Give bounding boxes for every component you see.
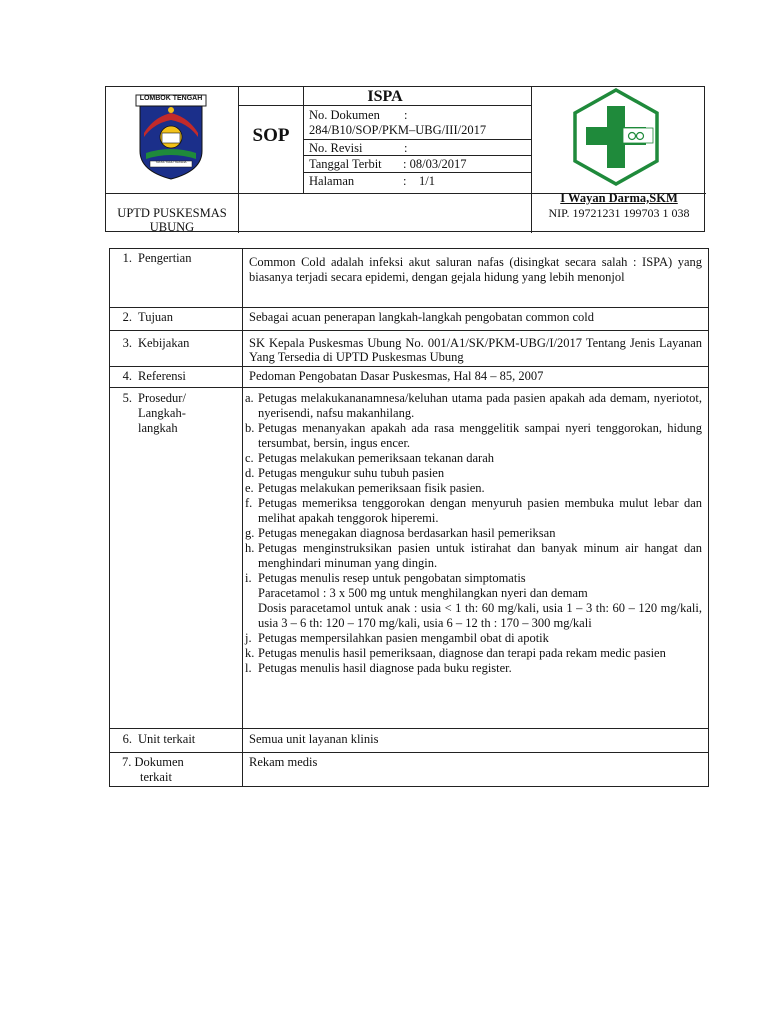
row-content: Pedoman Pengobatan Dasar Puskesmas, Hal 84 – 85, 2007 <box>249 369 544 383</box>
no-dokumen-label: No. Dokumen <box>309 108 380 122</box>
procedure-steps <box>243 388 708 728</box>
puskesmas-logo <box>571 88 661 186</box>
row-kebijakan: 3. Kebijakan SK Kepala Puskesmas Ubung No. 001/A1/SK/PKM-UBG/I/2017 Tentang Jenis Layanan Yang Tersedia di UPTD Puskesmas Ubung <box>110 331 708 367</box>
no-dokumen-colon: : <box>404 108 408 122</box>
emblem-title: LOMBOK TENGAH <box>139 95 203 102</box>
list-item: a. Petugas melakukananamnesa/keluhan utama pada pasien apakah ada demam, nyeriotot, nyerisendi, nafsu makanhilang. <box>245 391 702 420</box>
list-item: h. Petugas menginstruksikan pasien untuk istirahat dan banyak minum air hangat dan menghindari minuman yang dingin. <box>245 541 702 570</box>
no-dokumen-value: 284/B10/SOP/PKM–UBG/III/2017 <box>309 123 487 137</box>
list-item: g. Petugas menegakan diagnosa berdasarkan hasil pemeriksan <box>245 526 556 540</box>
document-title: ISPA <box>367 88 403 105</box>
list-item: k. Petugas menulis hasil pemeriksaan, diagnose dan terapi pada rekam medic pasien <box>245 646 666 660</box>
list-item: j. Petugas mempersilahkan pasien mengambil obat di apotik <box>245 631 549 645</box>
lombok-tengah-emblem <box>134 93 208 181</box>
row-pengertian: 1. Pengertian Common Cold adalah infeksi akut saluran nafas (disingkat secara salah : ISPA) yang biasanya terjadi secara epidemi, dengan gejala hidung yang lebih menonjol <box>110 249 708 308</box>
halaman-label: Halaman <box>309 174 355 188</box>
list-item: c. Petugas melakukan pemeriksaan tekanan darah <box>245 451 495 465</box>
row-label: Unit terkait <box>138 732 196 746</box>
row-referensi: 4. Referensi Pedoman Pengobatan Dasar Puskesmas, Hal 84 – 85, 2007 <box>110 367 708 388</box>
row-label: Referensi <box>138 369 186 383</box>
row-content: SK Kepala Puskesmas Ubung No. 001/A1/SK/PKM-UBG/I/2017 Tentang Jenis Layanan Yang Tersedia di UPTD Puskesmas Ubung <box>249 336 702 364</box>
no-revisi-colon: : <box>404 141 408 155</box>
list-item: f. Petugas memeriksa tenggorokan dengan menyuruh pasien membuka mulut lebar dan melihat apakah tenggorok hiperemi. <box>245 496 702 525</box>
tanggal-label: Tanggal Terbit <box>309 157 382 171</box>
sop-content-table <box>109 248 709 787</box>
list-item: i. Petugas menulis resep untuk pengobatan simptomatis <box>245 571 526 585</box>
signer-name: I Wayan Darma,SKM <box>560 191 678 205</box>
row-label: Kebijakan <box>138 336 190 350</box>
row-label: Dokumen <box>134 755 184 769</box>
row-dokumen-terkait: 7. Dokumen terkait Rekam medis <box>110 753 708 786</box>
list-item: b. Petugas menanyakan apakah ada rasa menggelitik sampai nyeri tenggorokan, hidung tersumbat, bersin, ingus encer. <box>245 421 702 450</box>
sop-label: SOP <box>252 125 290 146</box>
row-content: Common Cold adalah infeksi akut saluran nafas (disingkat secara salah : ISPA) yang biasanya terjadi secara epidemi, dengan gejala hidung yang lebih menonjol <box>249 255 702 284</box>
row-label: Prosedur/ <box>138 391 186 405</box>
row-label: Tujuan <box>138 310 173 324</box>
emblem-motto: TATAS TUHU TRASNA <box>155 160 187 164</box>
row-tujuan: 2. Tujuan Sebagai acuan penerapan langkah-langkah pengobatan common cold <box>110 308 708 331</box>
uptd-name: UPTD PUSKESMAS UBUNG <box>117 206 227 234</box>
list-sub-item: Paracetamol : 3 x 500 mg untuk menghilangkan nyeri dan demam <box>258 586 588 600</box>
row-content: Rekam medis <box>249 755 318 769</box>
row-content: Sebagai acuan penerapan langkah-langkah pengobatan common cold <box>249 310 595 324</box>
row-unit-terkait: 6. Unit terkait Semua unit layanan klinis <box>110 729 708 753</box>
header-table <box>105 86 705 232</box>
list-item: d. Petugas mengukur suhu tubuh pasien <box>245 466 445 480</box>
tanggal-value: : 08/03/2017 <box>403 157 467 171</box>
signer-nip: NIP. 19721231 199703 1 038 <box>548 206 690 220</box>
row-content: Semua unit layanan klinis <box>249 732 379 746</box>
row-label: Pengertian <box>138 251 192 265</box>
list-sub-item: Dosis paracetamol untuk anak : usia < 1 th: 60 mg/kali, usia 1 – 3 th: 60 – 120 mg/kali, usia 3 – 6 th: 120 – 170 mg/kali, usia 6 – 12 th : 170 – 300 mg/kali <box>258 601 702 630</box>
list-item: l. Petugas menulis hasil diagnose pada buku register. <box>245 661 512 675</box>
row-prosedur: 5. Prosedur/ Langkah- langkah a. Petugas melakukananamnesa/keluhan utama pada pasien apakah ada demam, nyeriotot, nyerisendi, nafsu makanhilang. b. Petugas menanyakan apakah ada rasa menggelitik sampai nyeri tenggorokan, hidung tersumbat, bersin, ingus encer. c. Petugas melakukan pemeriksaan tekanan darah d. Petugas mengukur suhu tubuh pasien e. Petugas melakukan pemeriksaan fisik pasien. f. Petugas memeriksa tenggorokan dengan menyuruh pasien membuka mulut lebar dan melihat apakah tenggorok hiperemi. g. Petugas menegakan diagnosa berdasarkan hasil pemeriksan h. Petugas menginstruksikan pasien untuk istirahat dan banyak minum air hangat dan menghindari minuman yang dingin. i. Petugas menulis resep untuk pengobatan simptomatis Paracetamol : 3 x 500 mg untuk menghilangkan nyeri dan demam Dosis paracetamol untuk anak : usia < 1 th: 60 mg/kali, usia 1 – 3 th: 60 – 120 mg/kali, usia 3 – 6 th: 120 – 170 mg/kali, usia 6 – 12 th : 170 – 300 mg/kali j. Petugas mempersilahkan pasien mengambil obat di apotik k. Petugas menulis hasil pemeriksaan, diagnose dan terapi pada rekam medic pasien l. Petugas menulis hasil diagnose pada buku register. <box>110 388 708 729</box>
halaman-value: : 1/1 <box>403 174 435 188</box>
no-revisi-label: No. Revisi <box>309 141 363 155</box>
list-item: e. Petugas melakukan pemeriksaan fisik pasien. <box>245 481 485 495</box>
